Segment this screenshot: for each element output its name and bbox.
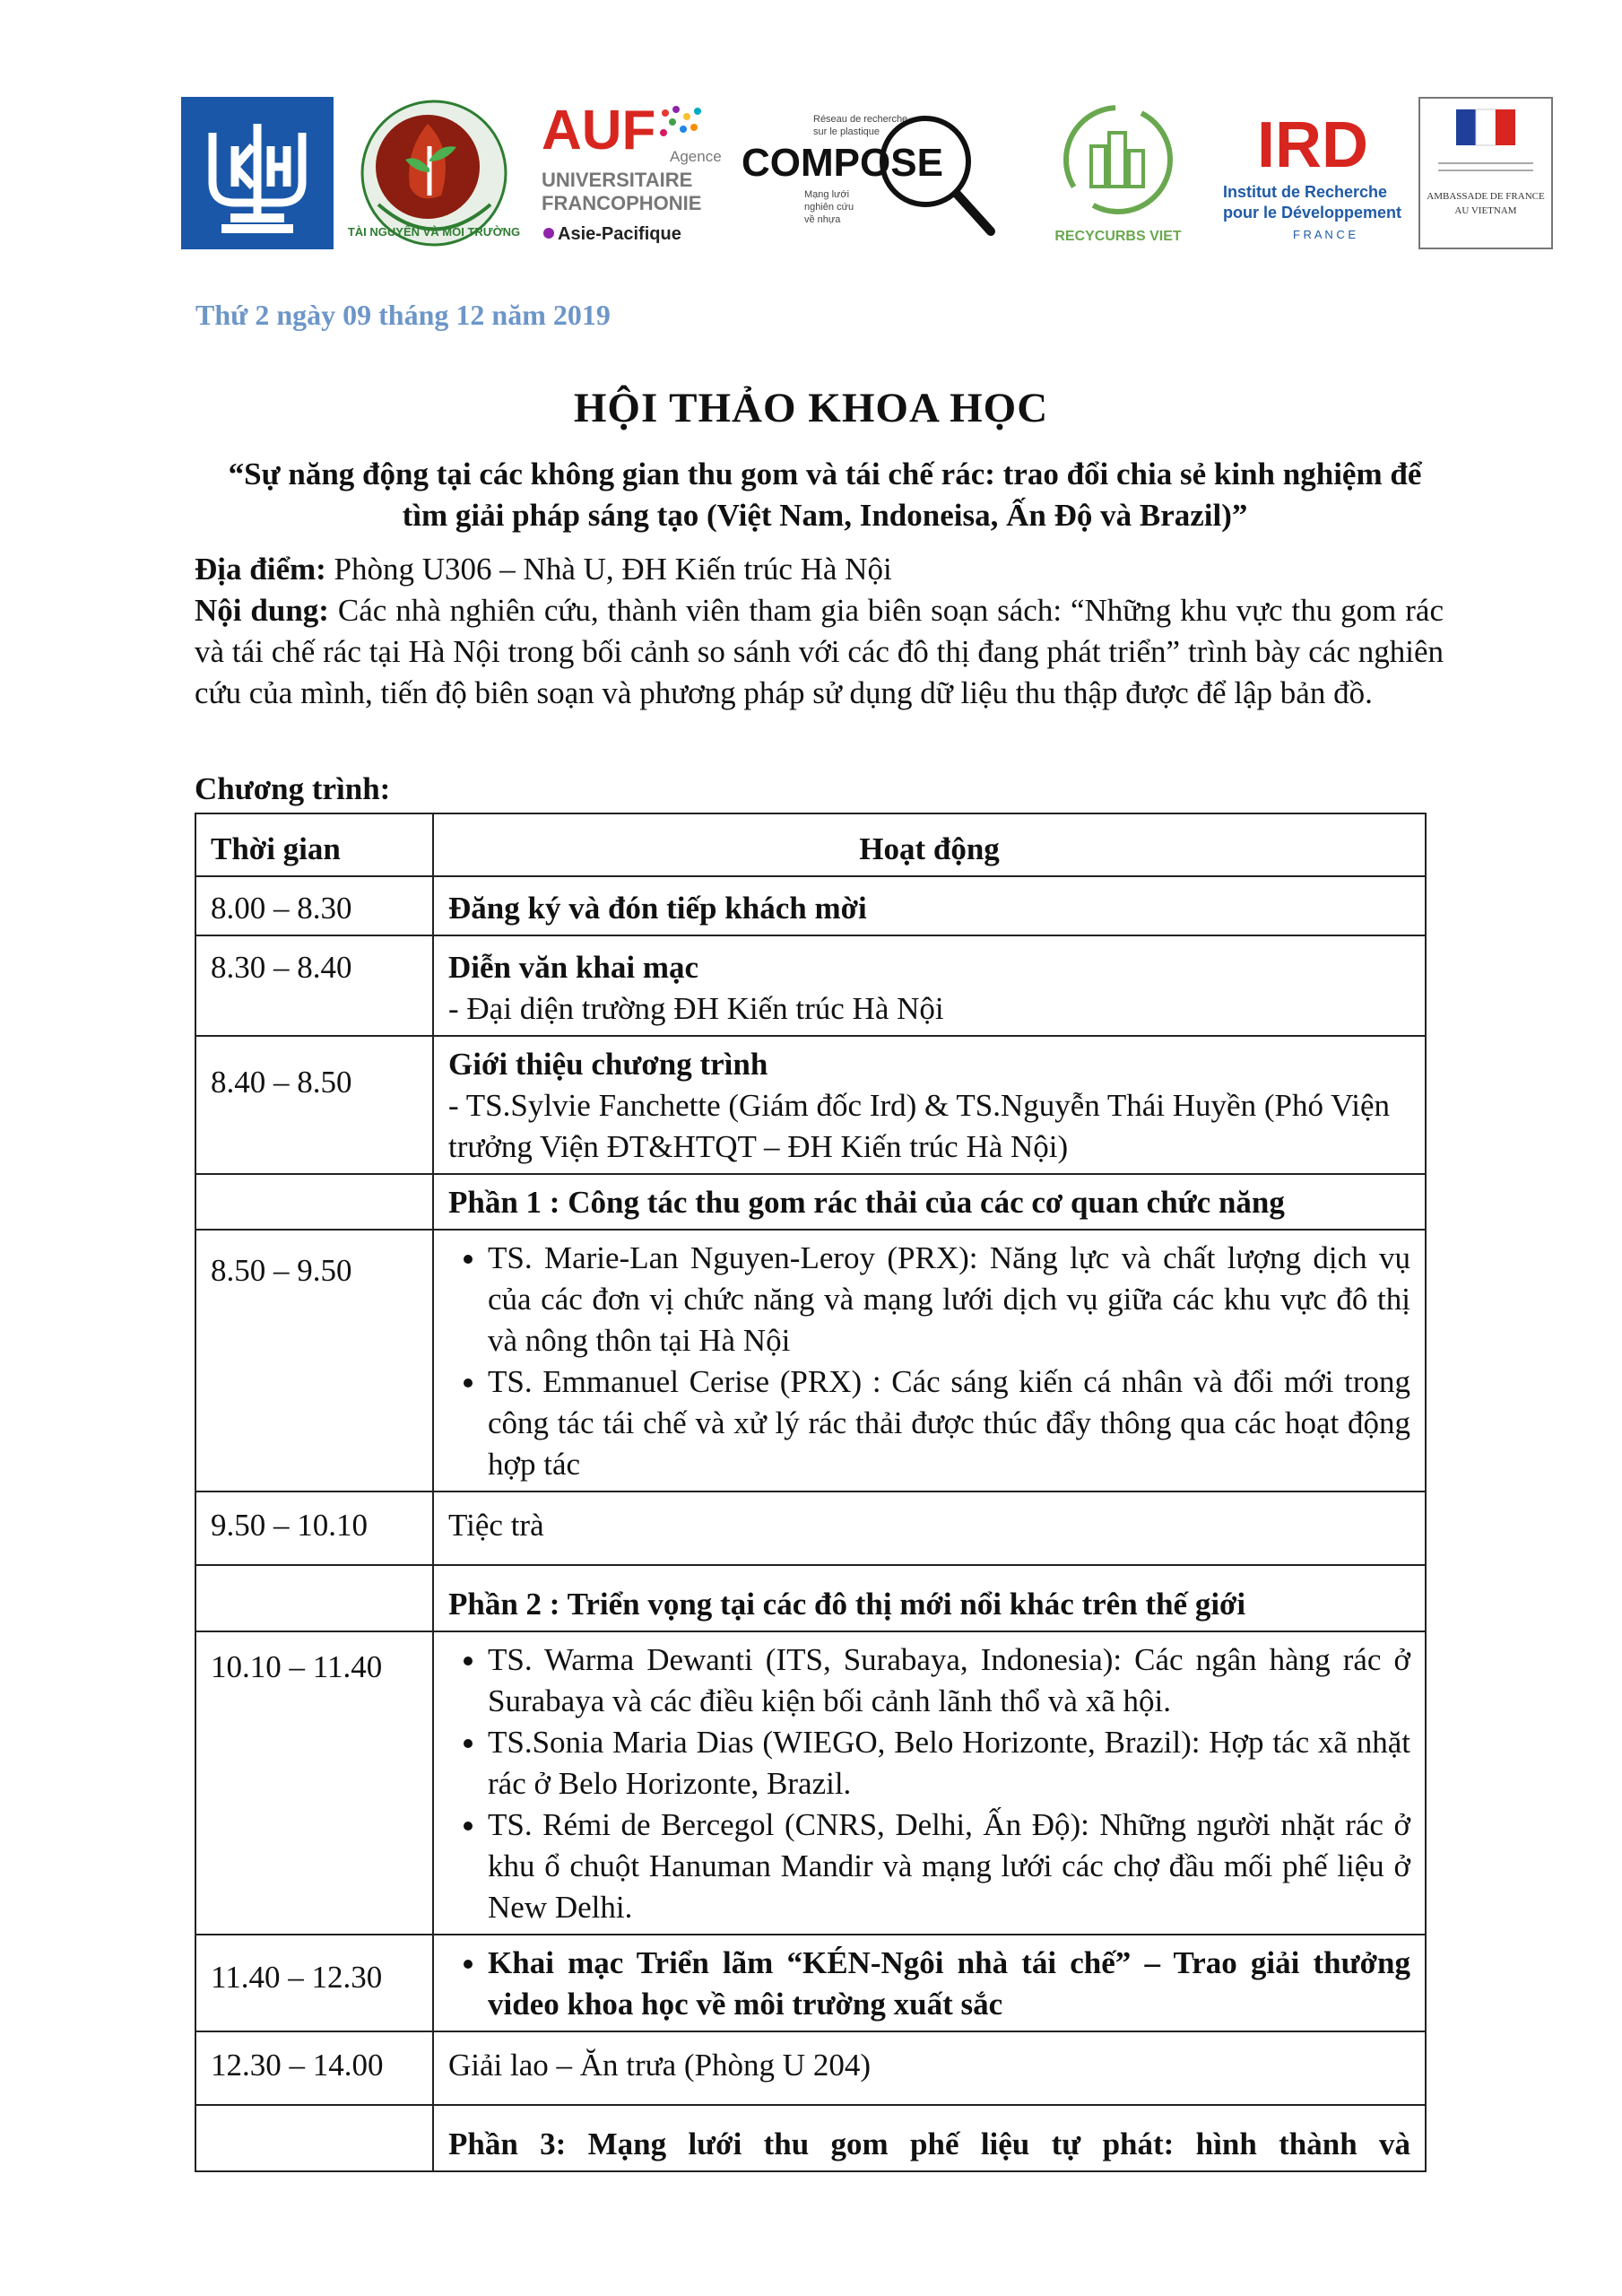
row-activity <box>433 1935 1426 2031</box>
location-line <box>195 549 1444 590</box>
list-item: • Khai mạc Triển lãm “KÉN-Ngôi nhà tái chế” – Trao giải thưởng video khoa học về môi trường xuất sắc <box>488 1943 1410 2025</box>
event-info <box>195 549 1444 714</box>
svg-text:nghiên cứu: nghiên cứu <box>804 202 854 213</box>
page-title: HỘI THẢO KHOA HỌC <box>573 385 1049 431</box>
row-activity: Giải lao – Ăn trưa (Phòng U 204) <box>433 2031 1426 2105</box>
table-row <box>195 1036 1426 1174</box>
svg-text:Agence: Agence <box>670 148 722 165</box>
svg-text:COMPOSE: COMPOSE <box>742 141 943 185</box>
content-value: Các nhà nghiên cứu, thành viên tham gia biên soạn sách: “Những khu vực thu gom rác và tái chế rác tại Hà Nội trong bối cảnh so sánh với các đô thị đang phát triển” trình bày các nghiên cứu của mình, tiến độ biên soạn và phương pháp sử dụng dữ liệu thu thập được để lập bản đồ. <box>195 593 1444 710</box>
section-row <box>195 1174 1426 1230</box>
row-time: 12.30 – 14.00 <box>195 2031 433 2105</box>
row-time: 8.30 – 8.40 <box>195 935 433 1036</box>
row-activity <box>433 1631 1426 1935</box>
svg-text:IRD: IRD <box>1257 109 1368 181</box>
svg-text:TÀI NGUYÊN VÀ MÔI TRƯỜNG: TÀI NGUYÊN VÀ MÔI TRƯỜNG <box>347 225 521 239</box>
section-heading: Phần 2 : Triển vọng tại các đô thị mới nổi khác trên thế giới <box>433 1565 1426 1631</box>
svg-text:RECYCURBS VIET: RECYCURBS VIET <box>1054 229 1182 244</box>
row-time: 10.10 – 11.40 <box>195 1631 433 1935</box>
subtitle: “Sự năng động tại các không gian thu gom và tái chế rác: trao đổi chia sẻ kinh nghiệm để tìm giải pháp sáng tạo (Việt Nam, Indoneisa, Ấn Độ và Brazil)” <box>228 457 1422 533</box>
speaker-list <box>448 1639 1410 1928</box>
table-row <box>195 2031 1426 2105</box>
ird-logo <box>1221 97 1402 249</box>
content-paragraph <box>195 590 1444 714</box>
svg-text:AMBASSADE DE FRANCE: AMBASSADE DE FRANCE <box>1427 191 1545 202</box>
row-time: 8.00 – 8.30 <box>195 876 433 935</box>
content-label: Nội dung: <box>195 593 329 628</box>
location-label: Địa điểm: <box>195 552 326 587</box>
svg-text:về nhựa: về nhựa <box>804 214 841 225</box>
list-item: • TS. Marie-Lan Nguyen-Leroy (PRX): Năng lực và chất lượng dịch vụ của các đơn vị chức năng và mạng lưới dịch vụ giữa các khu vực đô thị và nông thôn tại Hà Nội <box>488 1238 1410 1361</box>
svg-text:Mạng lưới: Mạng lưới <box>804 189 850 200</box>
svg-text:pour le Développement: pour le Développement <box>1223 204 1402 222</box>
row-time-empty <box>195 1565 433 1631</box>
svg-text:Asie-Pacifique: Asie-Pacifique <box>558 224 681 244</box>
row-time-empty <box>195 1174 433 1230</box>
embassy-logo <box>1418 97 1553 249</box>
table-row <box>195 1230 1426 1492</box>
row-time: 9.50 – 10.10 <box>195 1492 433 1565</box>
auf-logo <box>540 97 722 249</box>
section-row <box>195 1565 1426 1631</box>
row-activity: Tiệc trà <box>433 1492 1426 1565</box>
section-heading: Phần 3: Mạng lưới thu gom phế liệu tự phát: hình thành và <box>433 2105 1426 2171</box>
row-time-empty <box>195 2105 433 2171</box>
event-list <box>448 1943 1410 2025</box>
row-activity <box>433 1230 1426 1492</box>
logo-strip <box>181 97 1553 249</box>
table-row <box>195 1492 1426 1565</box>
list-item: • TS.Sonia Maria Dias (WIEGO, Belo Horizonte, Brazil): Hợp tác xã nhặt rác ở Belo Horizonte, Brazil. <box>488 1722 1410 1805</box>
activity-detail: - TS.Sylvie Fanchette (Giám đốc Ird) & TS.Nguyễn Thái Huyền (Phó Viện trưởng Viện ĐT&HTQT – ĐH Kiến trúc Hà Nội) <box>448 1088 1391 1164</box>
speaker-list <box>448 1238 1410 1485</box>
list-item: • TS. Emmanuel Cerise (PRX) : Các sáng kiến cá nhân và đổi mới trong công tác tái chế và xử lý rác thải được thúc đẩy thông qua các hoạt động hợp tác <box>488 1361 1410 1485</box>
header-time: Thời gian <box>195 813 433 876</box>
location-value: Phòng U306 – Nhà U, ĐH Kiến trúc Hà Nội <box>325 552 892 587</box>
svg-text:AU VIETNAM: AU VIETNAM <box>1454 205 1517 216</box>
row-time: 11.40 – 12.30 <box>195 1935 433 2031</box>
compose-logo <box>742 97 1002 249</box>
program-label: Chương trình: <box>195 771 391 806</box>
event-date: Thứ 2 ngày 09 tháng 12 năm 2019 <box>195 299 611 331</box>
row-time: 8.40 – 8.50 <box>195 1036 433 1174</box>
activity-detail: - Đại diện trường ĐH Kiến trúc Hà Nội <box>448 991 944 1026</box>
table-row <box>195 935 1426 1036</box>
row-activity <box>433 1036 1426 1174</box>
svg-text:Institut de Recherche: Institut de Recherche <box>1223 183 1388 201</box>
table-header-row <box>195 813 1426 876</box>
svg-text:FRANCOPHONIE: FRANCOPHONIE <box>542 192 702 214</box>
svg-text:Réseau de recherche: Réseau de recherche <box>813 114 908 125</box>
svg-text:UNIVERSITAIRE: UNIVERSITAIRE <box>542 169 693 191</box>
dhkt-logo <box>181 97 334 249</box>
row-time: 8.50 – 9.50 <box>195 1230 433 1492</box>
svg-text:sur le plastique: sur le plastique <box>813 126 880 137</box>
list-item: • TS. Rémi de Bercegol (CNRS, Delhi, Ấn Độ): Những người nhặt rác ở khu ổ chuột Hanuman Mandir và mạng lưới các chợ đầu mối phế liệu ở New Delhi. <box>488 1805 1410 1928</box>
recycurbs-logo <box>1051 97 1185 249</box>
row-activity: Đăng ký và đón tiếp khách mời <box>433 876 1426 935</box>
svg-text:F R A N C E: F R A N C E <box>1293 228 1357 241</box>
activity-title: Giới thiệu chương trình <box>448 1047 768 1082</box>
table-row <box>195 1631 1426 1935</box>
header-activity: Hoạt động <box>433 813 1426 876</box>
table-row <box>195 876 1426 935</box>
svg-text:AUF: AUF <box>542 100 656 161</box>
row-activity <box>433 935 1426 1036</box>
activity-title: Diễn văn khai mạc <box>448 950 699 985</box>
section-row <box>195 2105 1426 2171</box>
tnmt-logo <box>347 97 521 249</box>
section-heading: Phần 1 : Công tác thu gom rác thải của các cơ quan chức năng <box>433 1174 1426 1230</box>
table-row <box>195 1935 1426 2031</box>
list-item: • TS. Warma Dewanti (ITS, Surabaya, Indonesia): Các ngân hàng rác ở Surabaya và các điều kiện bối cảnh lãnh thổ và xã hội. <box>488 1639 1410 1722</box>
schedule-table <box>195 813 1427 2172</box>
